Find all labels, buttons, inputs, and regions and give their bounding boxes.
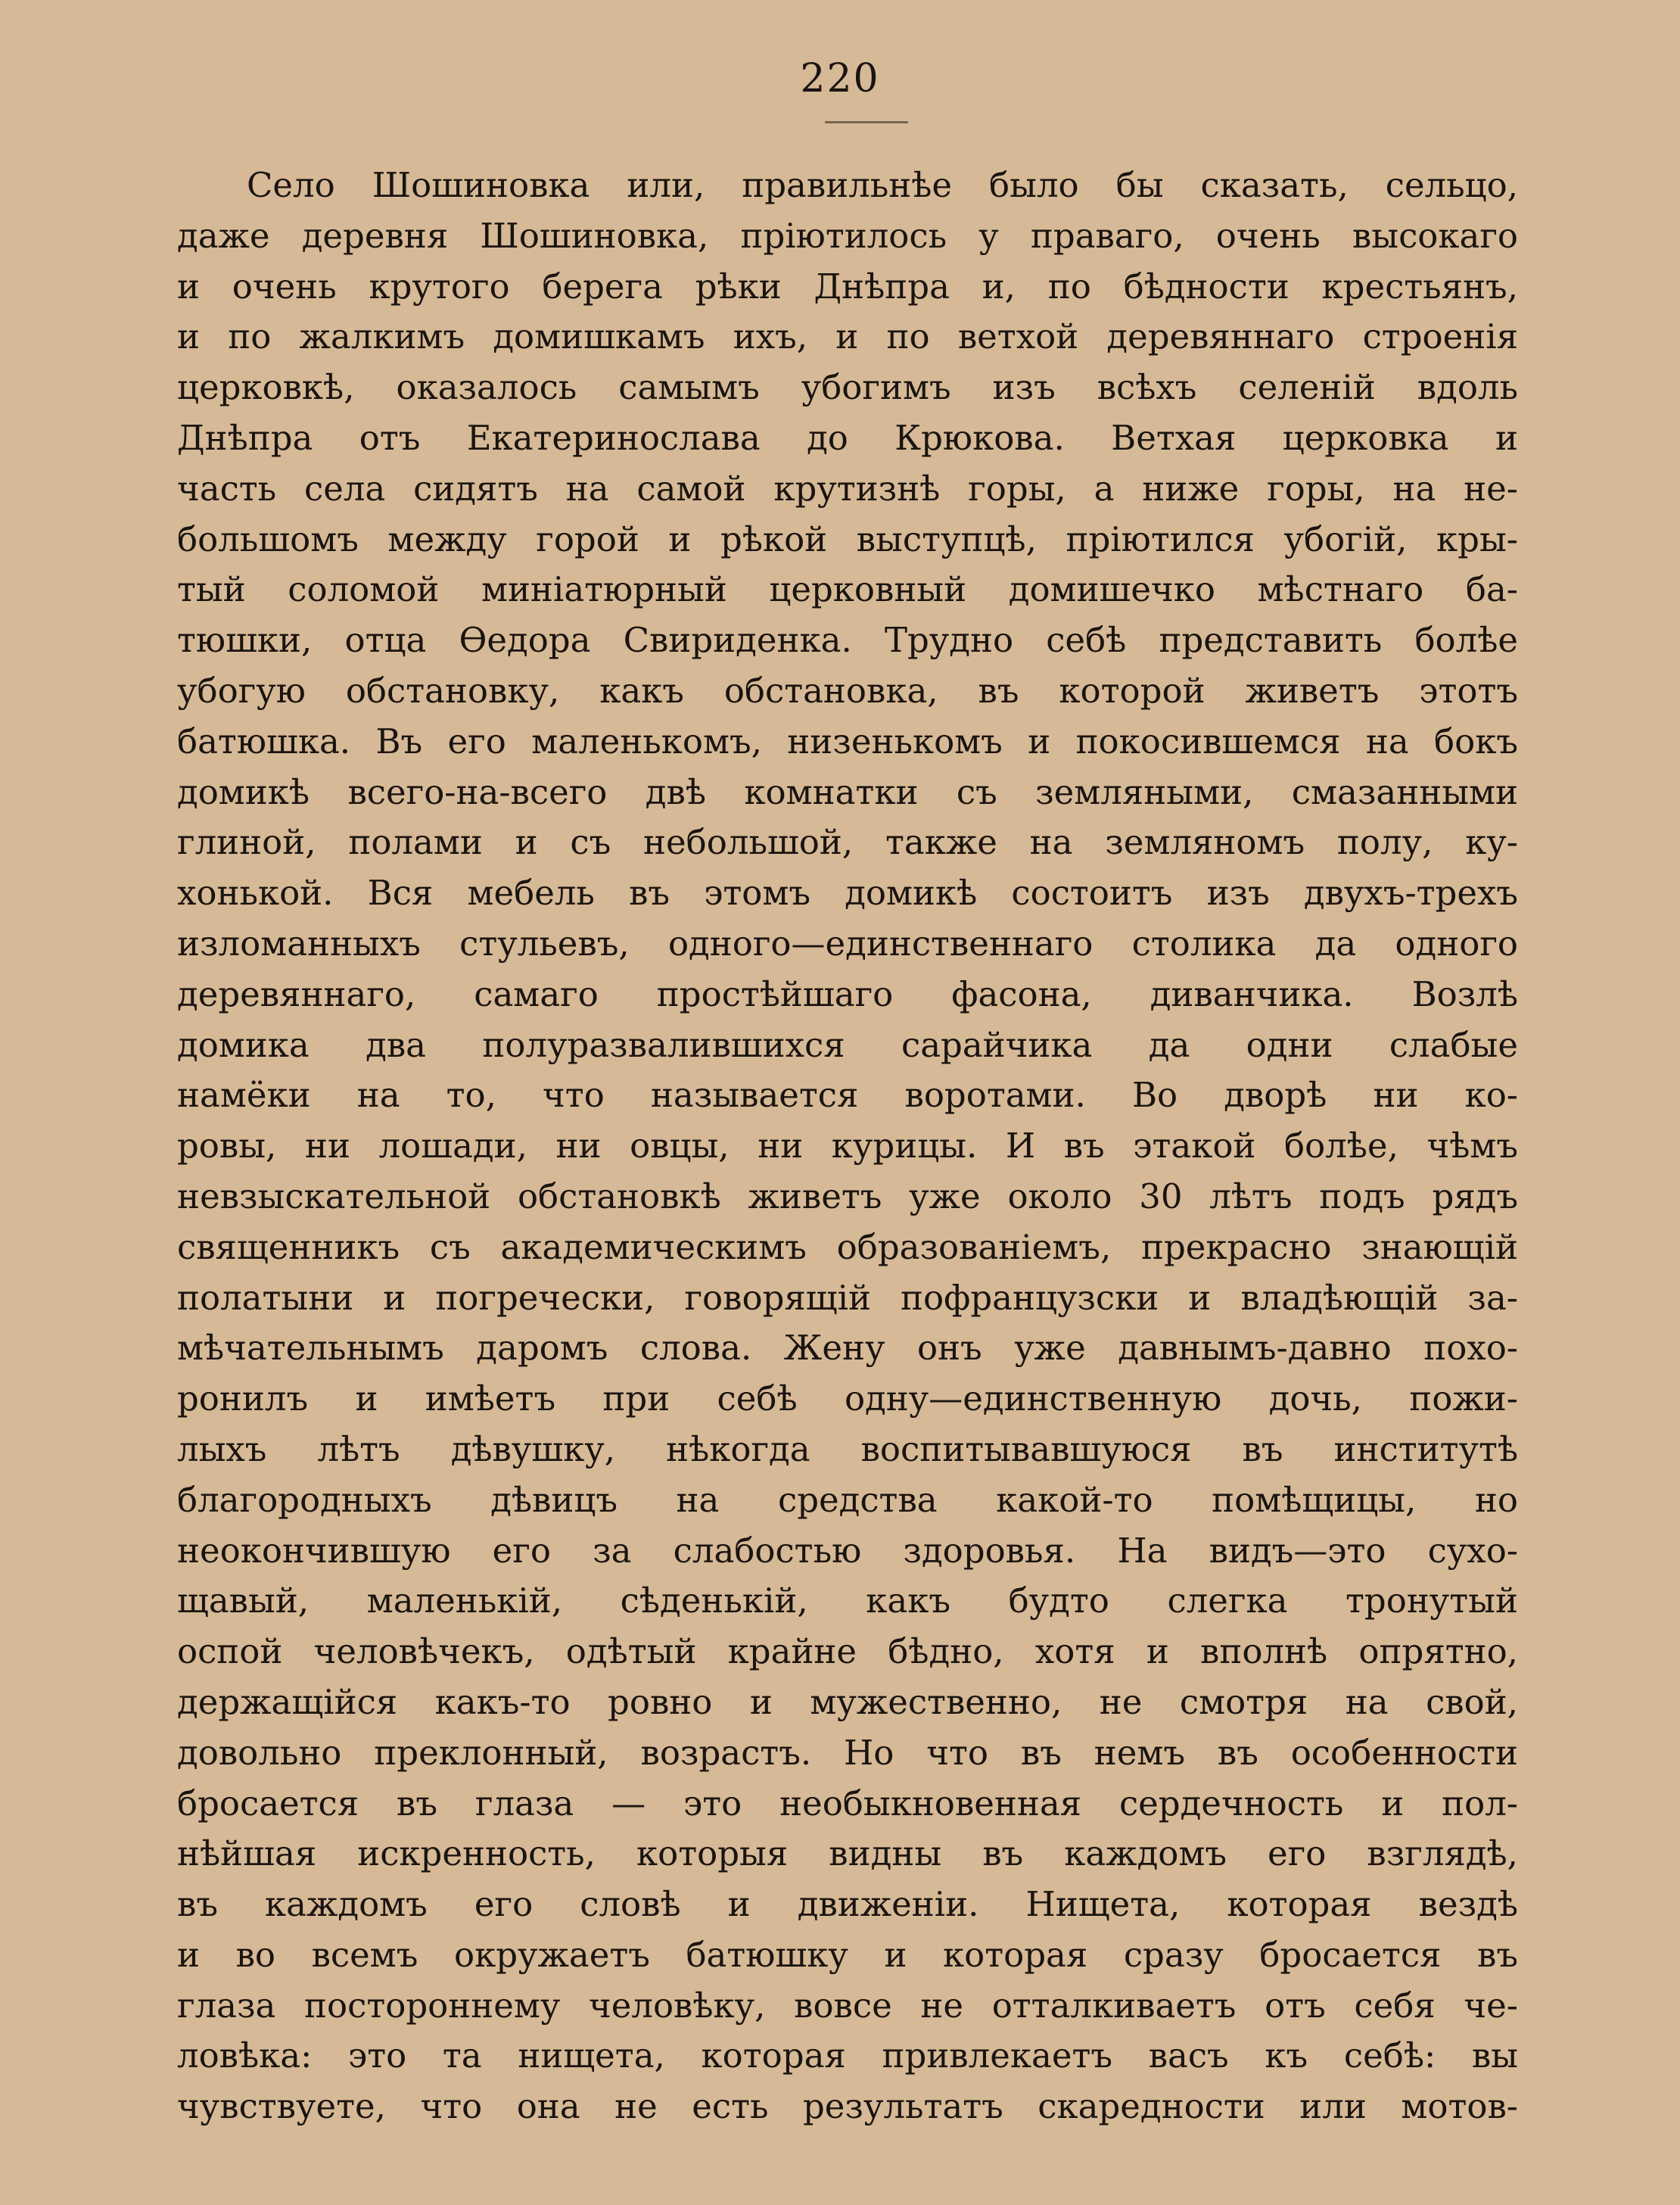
text-line: и во всемъ окружаетъ батюшку и которая сразу бросается въ	[177, 1934, 1518, 1975]
text-line: довольно преклонный, возрастъ. Но что въ немъ въ особенности	[177, 1732, 1518, 1773]
text-line: тый соломой миніатюрный церковный домишечко мѣстнаго ба-	[177, 569, 1518, 610]
text-line: неокончившую его за слабостью здоровья. На видъ—это сухо-	[177, 1530, 1518, 1571]
text-line: глиной, полами и съ небольшой, также на земляномъ полу, ку-	[177, 822, 1518, 863]
text-line: батюшка. Въ его маленькомъ, низенькомъ и покосившемся на бокъ	[177, 721, 1518, 761]
text-line: убогую обстановку, какъ обстановка, въ которой живетъ этотъ	[177, 670, 1518, 711]
text-line: священникъ съ академическимъ образованіемъ, прекрасно знающій	[177, 1226, 1518, 1267]
text-line: глаза постороннему человѣку, вовсе не отталкиваетъ отъ себя че-	[177, 1985, 1518, 2026]
text-line: держащійся какъ-то ровно и мужественно, не смотря на свой,	[177, 1681, 1518, 1722]
text-line: полатыни и погречески, говорящій пофранцузски и владѣющій за-	[177, 1277, 1518, 1318]
text-line: Днѣпра отъ Екатеринослава до Крюкова. Ветхая церковка и	[177, 417, 1518, 458]
text-line: нѣйшая искренность, которыя видны въ каждомъ его взглядѣ,	[177, 1833, 1518, 1874]
body-text	[177, 160, 1518, 2132]
text-line: лыхъ лѣтъ дѣвушку, нѣкогда воспитывавшуюся въ институтѣ	[177, 1428, 1518, 1469]
text-line: ловѣка: это та нищета, которая привлекаетъ васъ къ себѣ: вы	[177, 2035, 1518, 2076]
text-line: тюшки, отца Ѳедора Свириденка. Трудно себѣ представить болѣе	[177, 620, 1518, 661]
text-line: невзыскательной обстановкѣ живетъ уже около 30 лѣтъ подъ рядъ	[177, 1176, 1518, 1216]
text-line: ровы, ни лошади, ни овцы, ни курицы. И въ этакой болѣе, чѣмъ	[177, 1126, 1518, 1166]
text-line: ронилъ и имѣетъ при себѣ одну—единственную дочь, пожи-	[177, 1378, 1518, 1419]
text-line: церковкѣ, оказалось самымъ убогимъ изъ всѣхъ селеній вдоль	[177, 367, 1518, 408]
text-line: даже деревня Шошиновка, пріютилось у праваго, очень высокаго	[177, 215, 1518, 256]
text-line: Село Шошиновка или, правильнѣе было бы сказать, сельцо,	[247, 165, 1518, 205]
text-line: благородныхъ дѣвицъ на средства какой-то помѣщицы, но	[177, 1479, 1518, 1520]
text-line: домика два полуразвалившихся сарайчика да одни слабые	[177, 1024, 1518, 1065]
page-number: 220	[800, 56, 880, 101]
text-line: хонькой. Вся мебель въ этомъ домикѣ состоитъ изъ двухъ-трехъ	[177, 873, 1518, 914]
text-line: домикѣ всего-на-всего двѣ комнатки съ земляными, смазанными	[177, 771, 1518, 812]
text-line: щавый, маленькій, сѣденькій, какъ будто слегка тронутый	[177, 1581, 1518, 1621]
text-line: большомъ между горой и рѣкой выступцѣ, пріютился убогій, кры-	[177, 519, 1518, 559]
text-line: изломанныхъ стульевъ, одного—единственнаго столика да одного	[177, 923, 1518, 964]
text-line: оспой человѣчекъ, одѣтый крайне бѣдно, хотя и вполнѣ опрятно,	[177, 1631, 1518, 1672]
header-rule	[825, 121, 908, 123]
text-line: и очень крутого берега рѣки Днѣпра и, по бѣдности крестьянъ,	[177, 266, 1518, 307]
text-line: часть села сидятъ на самой крутизнѣ горы, а ниже горы, на не-	[177, 468, 1518, 509]
text-line: деревяннаго, самаго простѣйшаго фасона, диванчика. Возлѣ	[177, 973, 1518, 1014]
text-line: намёки на то, что называется воротами. Во дворѣ ни ко-	[177, 1075, 1518, 1116]
text-line: и по жалкимъ домишкамъ ихъ, и по ветхой деревяннаго строенія	[177, 316, 1518, 357]
text-line: бросается въ глаза — это необыкновенная сердечность и пол-	[177, 1783, 1518, 1823]
text-line: мѣчательнымъ даромъ слова. Жену онъ уже давнымъ-давно похо-	[177, 1328, 1518, 1369]
text-line: въ каждомъ его словѣ и движеніи. Нищета, которая вездѣ	[177, 1884, 1518, 1925]
text-line: чувствуете, что она не есть результатъ скаредности или мотов-	[177, 2086, 1518, 2127]
